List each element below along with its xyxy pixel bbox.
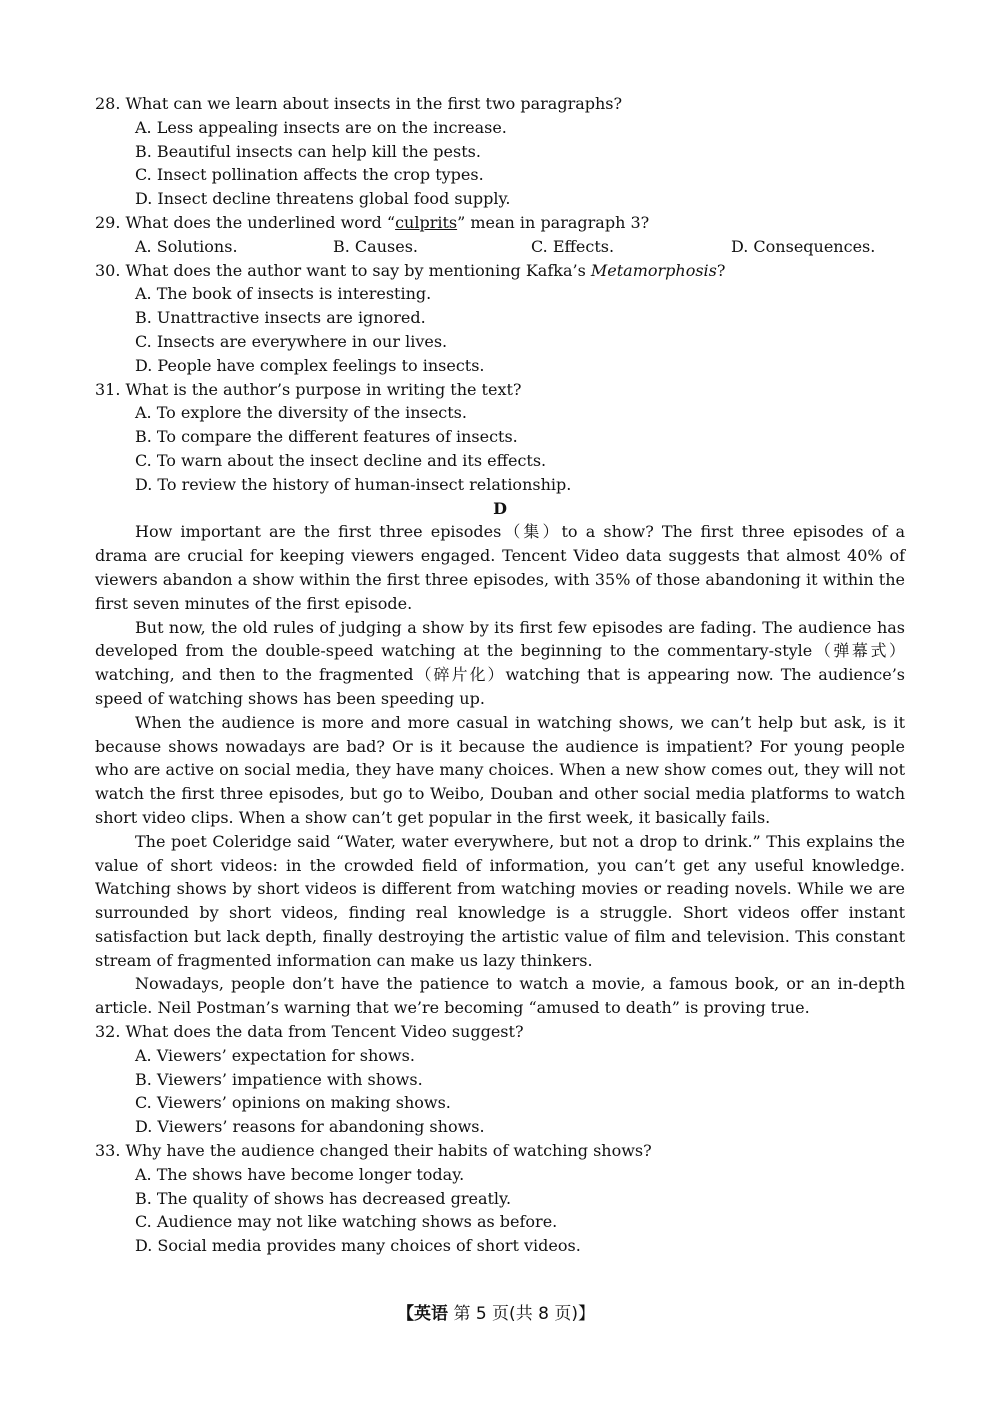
option-row <box>95 235 905 259</box>
option-b: B. Beautiful insects can help kill the pests. <box>135 141 481 161</box>
option-b: B. To compare the different features of insects. <box>135 427 518 447</box>
option-a: A. To explore the diversity of the insects. <box>135 403 467 423</box>
question-stem <box>95 211 905 235</box>
page-footer <box>0 1299 992 1324</box>
question-stem: 33. Why have the audience changed their habits of watching shows? <box>95 1141 652 1161</box>
passage-paragraph: The poet Coleridge said “Water, water everywhere, but not a drop to drink.” This explains the value of short videos: in the crowded field of information, you can’t get any useful knowledge. Watching shows by short videos is different from watching movies or reading novels. While we are surrounded by short videos, finding real knowledge is a struggle. Short videos offer instant satisfaction but lack depth, finally destroying the artistic value of film and television. This constant stream of fragmented information can make us lazy thinkers. <box>95 831 905 970</box>
option-c: C. Insects are everywhere in our lives. <box>135 331 448 351</box>
option-d: D. Insect decline threatens global food supply. <box>135 189 511 209</box>
passage-d <box>95 520 905 1020</box>
stem-part: 29. What does the underlined word “ <box>95 212 396 232</box>
question-33 <box>95 1139 905 1258</box>
book-title: Metamorphosis <box>590 260 717 280</box>
question-stem: 31. What is the author’s purpose in writing the text? <box>95 379 522 399</box>
question-31 <box>95 378 905 497</box>
option-c: C. To warn about the insect decline and its effects. <box>135 450 547 470</box>
option-c: C. Effects. <box>531 236 615 256</box>
question-30 <box>95 259 905 378</box>
passage-paragraph: When the audience is more and more casual in watching shows, we can’t help but ask, is it because shows nowadays are bad? Or is it because the audience is impatient? For young people who are active on social media, they have many choices. When a new show comes out, they will not watch the first three episodes, but go to Weibo, Douban and other social media platforms to watch short video clips. When a show can’t get popular in the first week, it basically fails. <box>95 712 905 827</box>
option-b: B. Unattractive insects are ignored. <box>135 308 426 328</box>
option-d: D. Viewers’ reasons for abandoning shows. <box>135 1117 485 1137</box>
section-title: D <box>493 498 507 518</box>
exam-page <box>95 92 905 1258</box>
question-32 <box>95 1020 905 1139</box>
question-stem <box>95 259 905 283</box>
option-a: A. Viewers’ expectation for shows. <box>135 1045 415 1065</box>
passage-paragraph: Nowadays, people don’t have the patience to watch a movie, a famous book, or an in-depth article. Neil Postman’s warning that we’re becoming “amused to death” is proving true. <box>95 974 905 1018</box>
option-d: D. Social media provides many choices of short videos. <box>135 1236 581 1256</box>
option-d: D. To review the history of human-insect relationship. <box>135 474 572 494</box>
option-b: B. Causes. <box>333 236 418 256</box>
option-a: A. Solutions. <box>135 236 238 256</box>
stem-part: ” mean in paragraph 3? <box>457 212 650 232</box>
option-a: A. The book of insects is interesting. <box>135 284 432 304</box>
option-c: C. Viewers’ opinions on making shows. <box>135 1093 451 1113</box>
stem-part: ? <box>716 260 726 280</box>
question-28 <box>95 92 905 211</box>
passage-paragraph: But now, the old rules of judging a show by its first few episodes are fading. The audience has developed from the double-speed watching at the beginning to the commentary-style（弹幕式）watching, and then to the fragmented（碎片化）watching that is appearing now. The audience’s speed of watching shows has been speeding up. <box>95 617 905 708</box>
footer-subject: 【英语 <box>397 1304 449 1324</box>
option-a: A. The shows have become longer today. <box>135 1164 465 1184</box>
option-c: C. Insect pollination affects the crop types. <box>135 165 484 185</box>
question-29 <box>95 211 905 259</box>
option-b: B. Viewers’ impatience with shows. <box>135 1069 423 1089</box>
stem-part: 30. What does the author want to say by mentioning Kafka’s <box>95 260 591 280</box>
option-a: A. Less appealing insects are on the increase. <box>135 117 507 137</box>
option-b: B. The quality of shows has decreased greatly. <box>135 1188 512 1208</box>
option-c: C. Audience may not like watching shows as before. <box>135 1212 558 1232</box>
passage-paragraph: How important are the first three episodes（集）to a show? The first three episodes of a drama are crucial for keeping viewers engaged. Tencent Video data suggests that almost 40% of viewers abandon a show within the first three episodes, with 35% of those abandoning it within the first seven minutes of the first episode. <box>95 522 905 613</box>
option-d: D. People have complex feelings to insects. <box>135 355 485 375</box>
question-stem: 32. What does the data from Tencent Video suggest? <box>95 1022 524 1042</box>
question-stem: 28. What can we learn about insects in the first two paragraphs? <box>95 94 623 113</box>
option-d: D. Consequences. <box>731 236 876 256</box>
footer-page-number: 第 5 页(共 8 页)】 <box>453 1304 595 1324</box>
underlined-word: culprits <box>395 212 458 232</box>
